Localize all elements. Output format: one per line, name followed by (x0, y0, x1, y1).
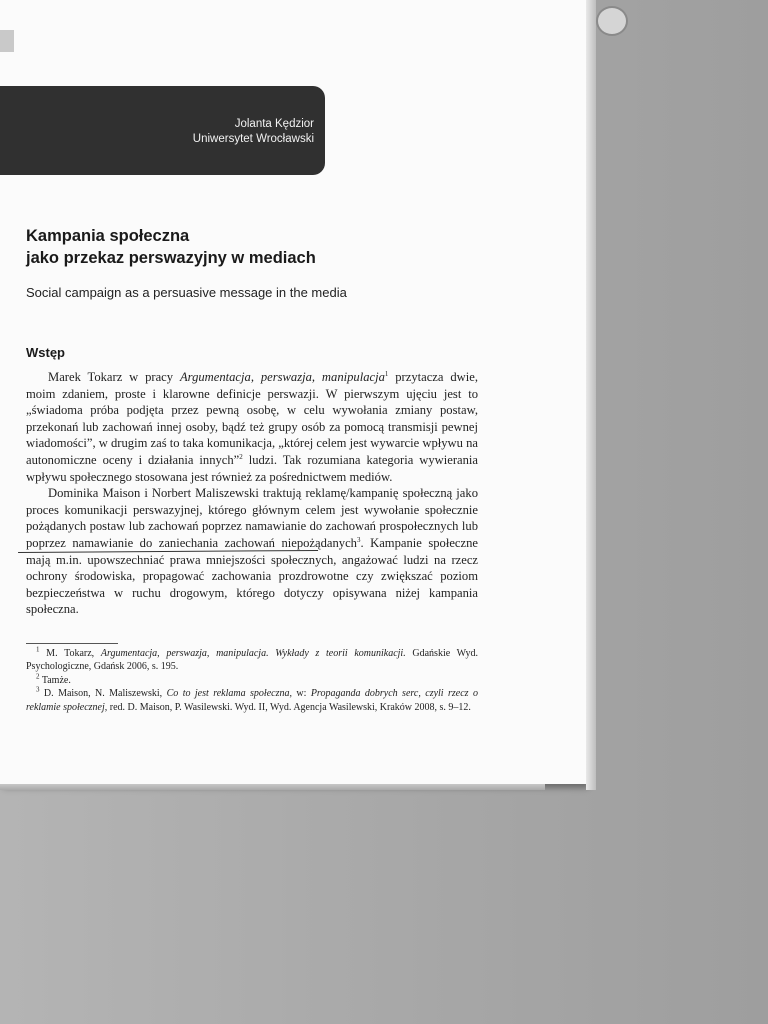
text-run: ludzi. Tak rozumiana kategoria wywierania wpływu społecznego stosowana jest również za pośrednictwem mediów. (26, 452, 478, 484)
footnotes (26, 647, 478, 714)
author-name: Jolanta Kędzior (234, 118, 314, 130)
text-run: Dominika Maison i Norbert Maliszewski traktują reklamę/kampanię społeczną jako proces komunikacji perswazyjnej, którego głównym celem jest wywołanie społecznie pożądanych postaw lub zachowań poprzez namawianie do zachowań prospołecznych lub poprzez namawianie do zaniechania zachowań niepożądanych (26, 486, 478, 550)
book-title: Argumentacja, perswazja, manipulacja. Wykłady z teorii komunikacji. (100, 648, 406, 659)
text-run: w: (291, 688, 311, 700)
footnote-number: 3 (36, 685, 40, 694)
footnote-1 (26, 647, 478, 674)
footnote-ref: 3 (356, 535, 361, 544)
text-run: Marek Tokarz w pracy (48, 370, 180, 384)
page-edge-shadow (586, 0, 596, 790)
chapter-title: Co to jest reklama społeczna, (166, 688, 292, 700)
text-run: M. Tokarz, (39, 648, 101, 659)
footnote-divider (26, 643, 118, 644)
footnote-2 (26, 674, 478, 687)
article-title-line-1: Kampania społeczna (26, 227, 190, 245)
text-run: Tamże. (39, 674, 71, 686)
handwritten-underline (18, 536, 318, 553)
text-run: . Kampanie społeczne mają m.in. upowszechniać prawa mniejszości społecznych, angażować ludzi na rzecz ochrony środowiska, propagować zachowania prozdrowotne czy zwiększać poziom bezpieczeństwa w ruchu drogowym, którego dotyczy opisywana niżej kampania społeczna. (26, 535, 478, 617)
footnote-ref: 2 (239, 452, 243, 461)
article-title-line-2: jako przekaz perswazyjny w mediach (26, 249, 316, 267)
scan-artifact (0, 30, 14, 52)
book-title: Propaganda dobrych serc, czyli rzecz o reklamie społecznej, (26, 688, 478, 713)
text-run: przytacza dwie, moim zdaniem, proste i klarowne definicje perswazji. W pierwszym ujęciu jest to „świadoma próba podjęta przez pewną osobę, w celu wywołania zmiany postaw, przekonań lub zachowań innej osoby, bądź też grupy osób za pomocą transmisji pewnej wiadomości”, w drugim zaś to taka komunikacja, „której celem jest wywarcie wpływu na autonomiczne oceny i działania innych” (26, 370, 478, 467)
article-title (26, 225, 446, 269)
footnote-number: 1 (36, 645, 40, 654)
footnote-number: 2 (36, 672, 40, 681)
page-bottom-edge (0, 784, 545, 790)
paragraph-1 (26, 369, 478, 485)
text-run: Gdańskie Wyd. Psychologiczne, Gdańsk 2006, s. 195. (26, 648, 478, 673)
book-title: Argumentacja, perswazja, manipulacja (179, 370, 385, 384)
footnote-ref: 1 (384, 369, 389, 378)
binder-hole (596, 6, 628, 36)
body-text (26, 369, 478, 618)
text-run: red. D. Maison, P. Wasilewski. Wyd. II, Wyd. Agencja Wasilewski, Kraków 2008, s. 9–12. (107, 701, 471, 713)
footnote-3 (26, 687, 478, 714)
author-affiliation: Uniwersytet Wrocławski (192, 133, 314, 145)
author-banner (0, 86, 325, 175)
article-subtitle-english: Social campaign as a persuasive message in the media (26, 285, 347, 300)
section-heading: Wstęp (26, 345, 65, 360)
text-run: D. Maison, N. Maliszewski, (39, 688, 167, 700)
